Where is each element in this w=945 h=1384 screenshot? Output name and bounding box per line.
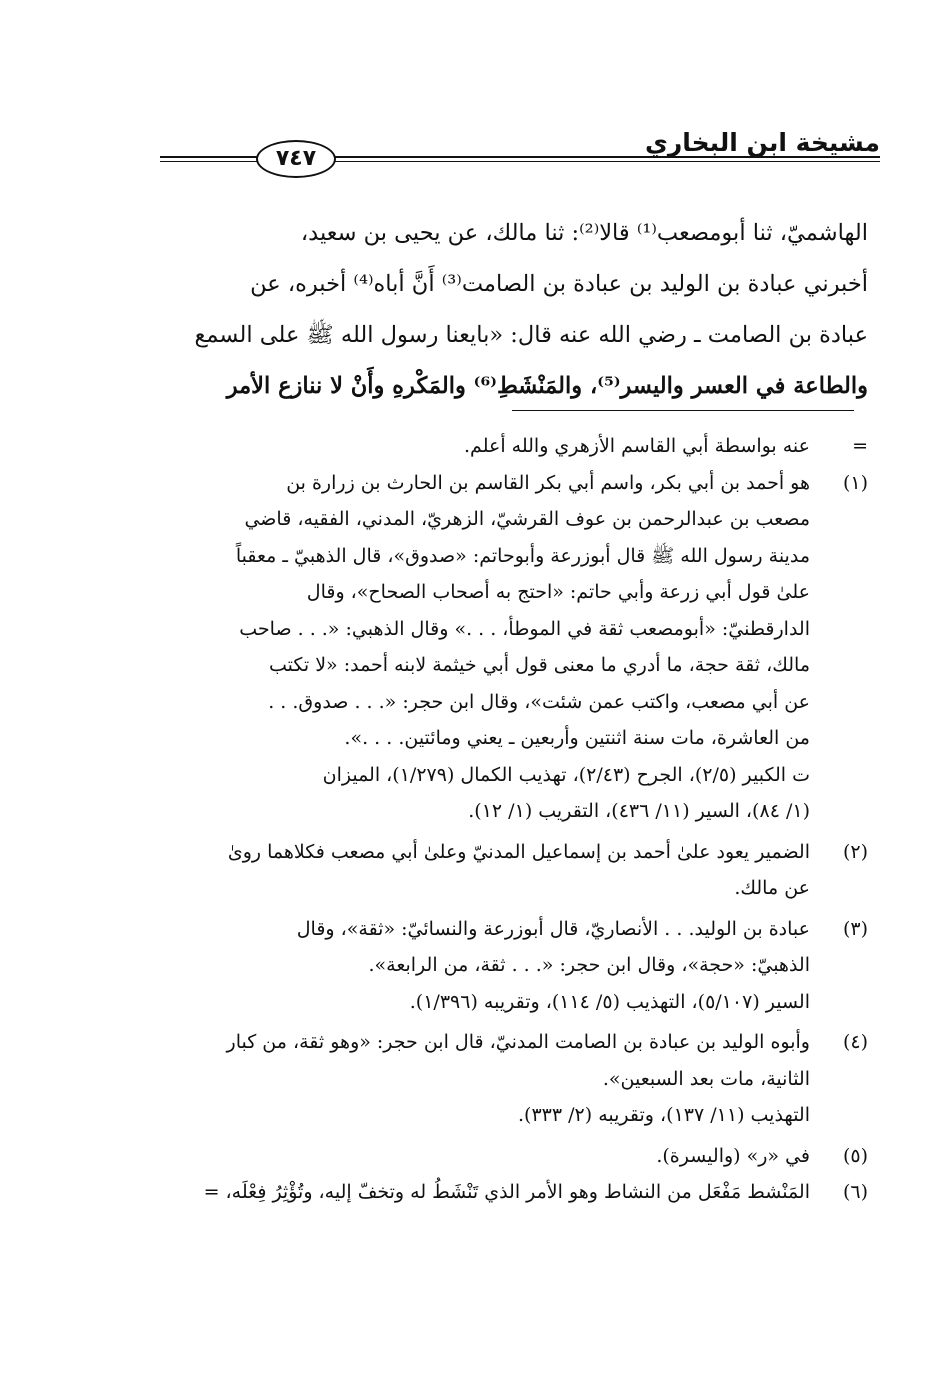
- footnote-separator: [512, 410, 854, 411]
- footnote-line: وأبوه الوليد بن عبادة بن الصامت المدنيّ، قال ابن حجر: «وهو ثقة، من كبار: [226, 1031, 810, 1053]
- footnote-line: المَنْشط مَفْعَل من النشاط وهو الأمر الذي تَنْشَطُ له وتخفّ إليه، وتُؤْثِرُ فِعْلَه، =: [203, 1181, 810, 1203]
- footnote-number: (١): [842, 471, 868, 494]
- footnote-number: (٢): [842, 840, 868, 863]
- footnote-4: [135, 1024, 868, 1134]
- footnote-5: [135, 1138, 868, 1175]
- page-number: ٧٤٧: [256, 140, 336, 178]
- main-line: والطاعة في العسر واليسر⁽⁵⁾، والمَنْشَطِ⁽⁶⁾ والمَكْرهِ وأَنْ لا ننازع الأمر: [226, 373, 868, 399]
- footnote-line: عبادة بن الوليد. . . الأنصاريّ، قال أبوزرعة والنسائيّ: «ثقة»، وقال: [296, 917, 810, 940]
- footnote-line: مالك، ثقة حجة، ما أدري ما معنى قول أبي خيثمة لابنه أحمد: «لا تكتب: [268, 654, 810, 676]
- footnote-line: علىٰ قول أبي زرعة وأبي حاتم: «احتج به أصحاب الصحاح»، وقال: [306, 581, 810, 603]
- footnote-number: (٥): [842, 1144, 868, 1167]
- footnote-line: عن أبي مصعب، واكتب عمن شئت»، وقال ابن حجر: «. . . صدوق. . .: [268, 690, 810, 713]
- header-rule-left: [160, 156, 260, 162]
- footnote-line: ت الكبير (٢/٥)، الجرح (٢/٤٣)، تهذيب الكمال (١/٢٧٩)، الميزان: [322, 763, 810, 786]
- footnote-number: (٤): [842, 1031, 868, 1053]
- footnote-line: الضمير يعود علىٰ أحمد بن إسماعيل المدنيّ وعلىٰ أبي مصعب فكلاهما روىٰ: [227, 840, 810, 863]
- footnote-line: في «ر» (واليسرة).: [656, 1144, 810, 1167]
- footnote-line: الثانية، مات بعد السبعين».: [602, 1067, 810, 1090]
- footnote-line: عن مالك.: [734, 877, 810, 899]
- footnote-line: من العاشرة، مات سنة اثنتين وأربعين ـ يعني ومائتين. . . .».: [344, 727, 810, 749]
- main-line: أخبرني عبادة بن الوليد بن عبادة بن الصامت⁽³⁾ أَنَّ أباه⁽⁴⁾ أخبره، عن: [250, 271, 868, 297]
- footnote-3: [135, 911, 868, 1021]
- footnote-6: [135, 1174, 868, 1211]
- footnote-line: الدارقطنيّ: «أبومصعب ثقة في الموطأ، . . .» وقال الذهبي: «. . . صاحب: [239, 617, 810, 640]
- page-header: [150, 128, 880, 188]
- footnote-line: التهذيب (١١/ ١٣٧)، وتقريبه (٢/ ٣٣٣).: [518, 1104, 810, 1126]
- footnote-line: هو أحمد بن أبي بكر، واسم أبي بكر القاسم بن الحارث بن زرارة بن: [286, 471, 810, 494]
- footnote-number: (٦): [842, 1181, 868, 1203]
- footnote-line: مدينة رسول الله ﷺ قال أبوزرعة وأبوحاتم: «صدوق»، قال الذهبيّ ـ معقباً: [235, 544, 810, 567]
- footnote-number: (٣): [842, 917, 868, 940]
- main-text: [135, 208, 868, 412]
- footnote-line: عنه بواسطة أبي القاسم الأزهري والله أعلم.: [464, 435, 810, 457]
- footnote-line: السير (٥/١٠٧)، التهذيب (٥/ ١١٤)، وتقريبه (١/٣٩٦).: [409, 990, 810, 1013]
- continuation-marker: =: [852, 435, 868, 457]
- main-line: عبادة بن الصامت ـ رضي الله عنه قال: «بايعنا رسول الله ﷺ على السمع: [194, 322, 868, 348]
- footnote-continuation: [135, 428, 868, 465]
- footnote-2: [135, 834, 868, 907]
- footnotes: [135, 428, 868, 1211]
- footnote-line: مصعب بن عبدالرحمن بن عوف القرشيّ، الزهريّ، المدني، الفقيه، قاضي: [244, 508, 810, 530]
- footnote-line: (١/ ٨٤)، السير (١١/ ٤٣٦)، التقريب (١/ ١٢).: [468, 800, 810, 822]
- book-title: مشيخة ابن البخاري: [644, 128, 880, 157]
- header-rule-right: [332, 156, 880, 162]
- main-line: الهاشميّ، ثنا أبومصعب⁽¹⁾ قالا⁽²⁾: ثنا مالك، عن يحيى بن سعيد،: [300, 220, 868, 246]
- footnote-1: [135, 465, 868, 830]
- footnote-line: الذهبيّ: «حجة»، وقال ابن حجر: «. . . ثقة، من الرابعة».: [368, 954, 810, 976]
